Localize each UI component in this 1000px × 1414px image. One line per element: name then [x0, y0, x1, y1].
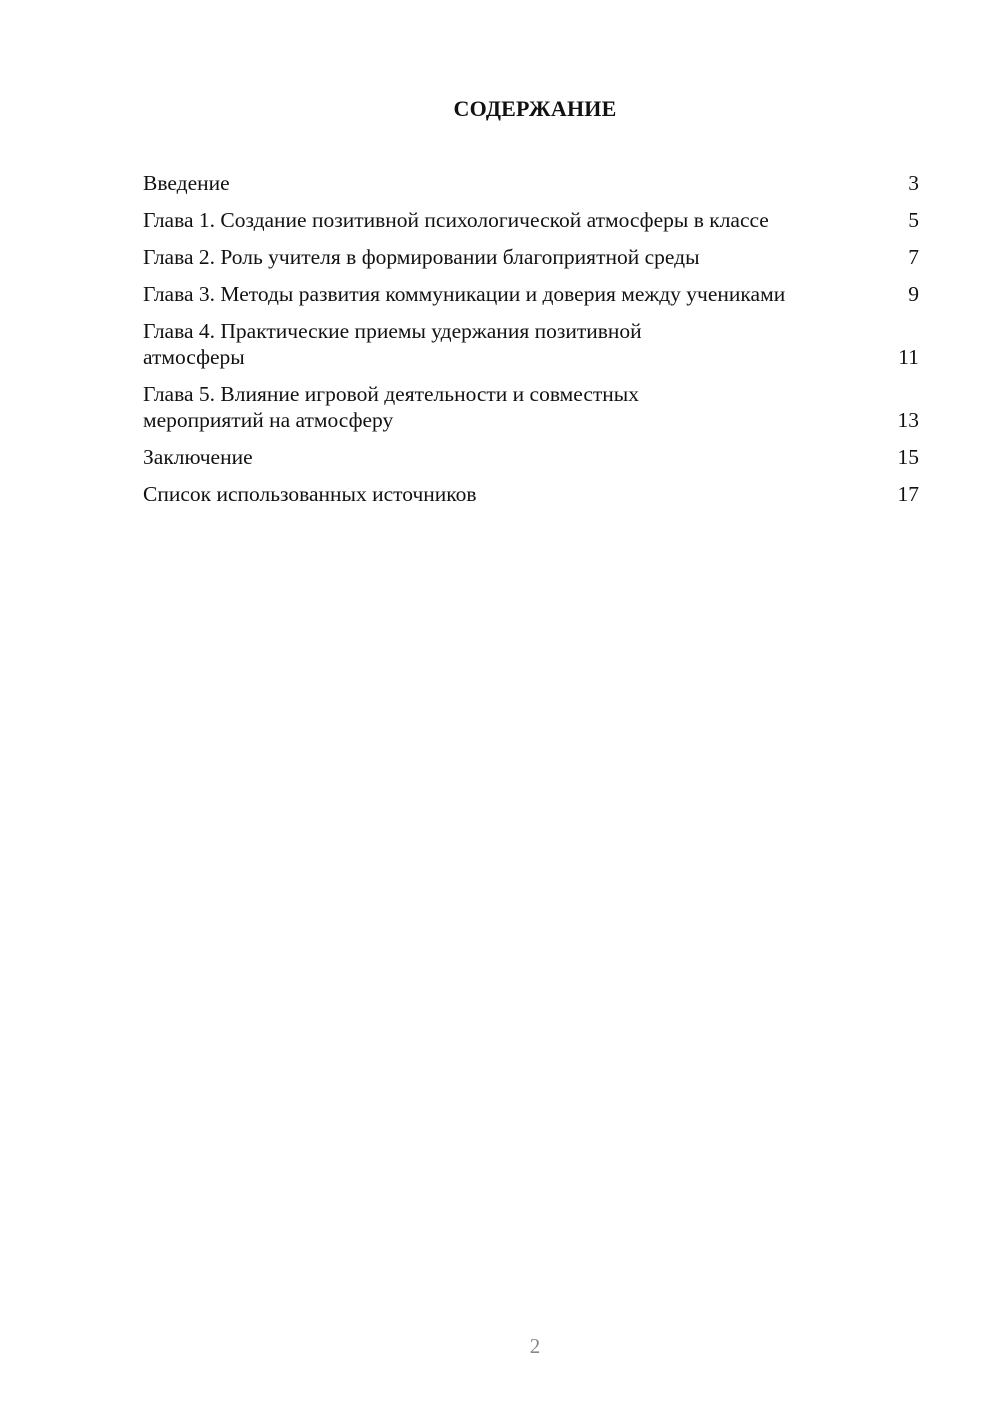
toc-entry-chapter-3 — [143, 281, 919, 307]
toc-entry-label: Список использованных источников — [143, 482, 477, 506]
toc-entry-references — [143, 481, 919, 507]
page-number: 2 — [529, 1334, 541, 1358]
toc-entry-chapter-5 — [143, 381, 919, 433]
toc-entry-page: 7 — [908, 245, 919, 269]
toc-entry-label: Глава 5. Влияние игровой деятельности и совместных мероприятий на атмосферу — [143, 382, 639, 432]
toc-entry-introduction — [143, 170, 919, 196]
toc-entry-label: Глава 2. Роль учителя в формировании благоприятной среды — [143, 245, 700, 269]
toc-entry-label: Глава 3. Методы развития коммуникации и доверия между учениками — [143, 282, 786, 306]
toc-entry-page: 13 — [897, 408, 919, 432]
toc-entry-label: Введение — [143, 171, 230, 195]
toc-entry-label: Глава 4. Практические приемы удержания позитивной атмосферы — [143, 319, 642, 369]
toc-entry-page: 5 — [908, 208, 919, 232]
toc-entry-page: 9 — [908, 282, 919, 306]
toc-entry-chapter-1 — [143, 207, 919, 233]
table-of-contents — [143, 170, 919, 518]
toc-entry-page: 15 — [897, 445, 919, 469]
toc-entry-chapter-2 — [143, 244, 919, 270]
page-title: СОДЕРЖАНИЕ — [453, 96, 617, 121]
toc-entry-chapter-4 — [143, 318, 919, 370]
toc-entry-label: Заключение — [143, 445, 253, 469]
toc-entry-conclusion — [143, 444, 919, 470]
toc-entry-page: 3 — [908, 171, 919, 195]
toc-entry-page: 11 — [898, 345, 919, 369]
toc-entry-page: 17 — [897, 482, 919, 506]
toc-entry-label: Глава 1. Создание позитивной психологической атмосферы в классе — [143, 208, 769, 232]
